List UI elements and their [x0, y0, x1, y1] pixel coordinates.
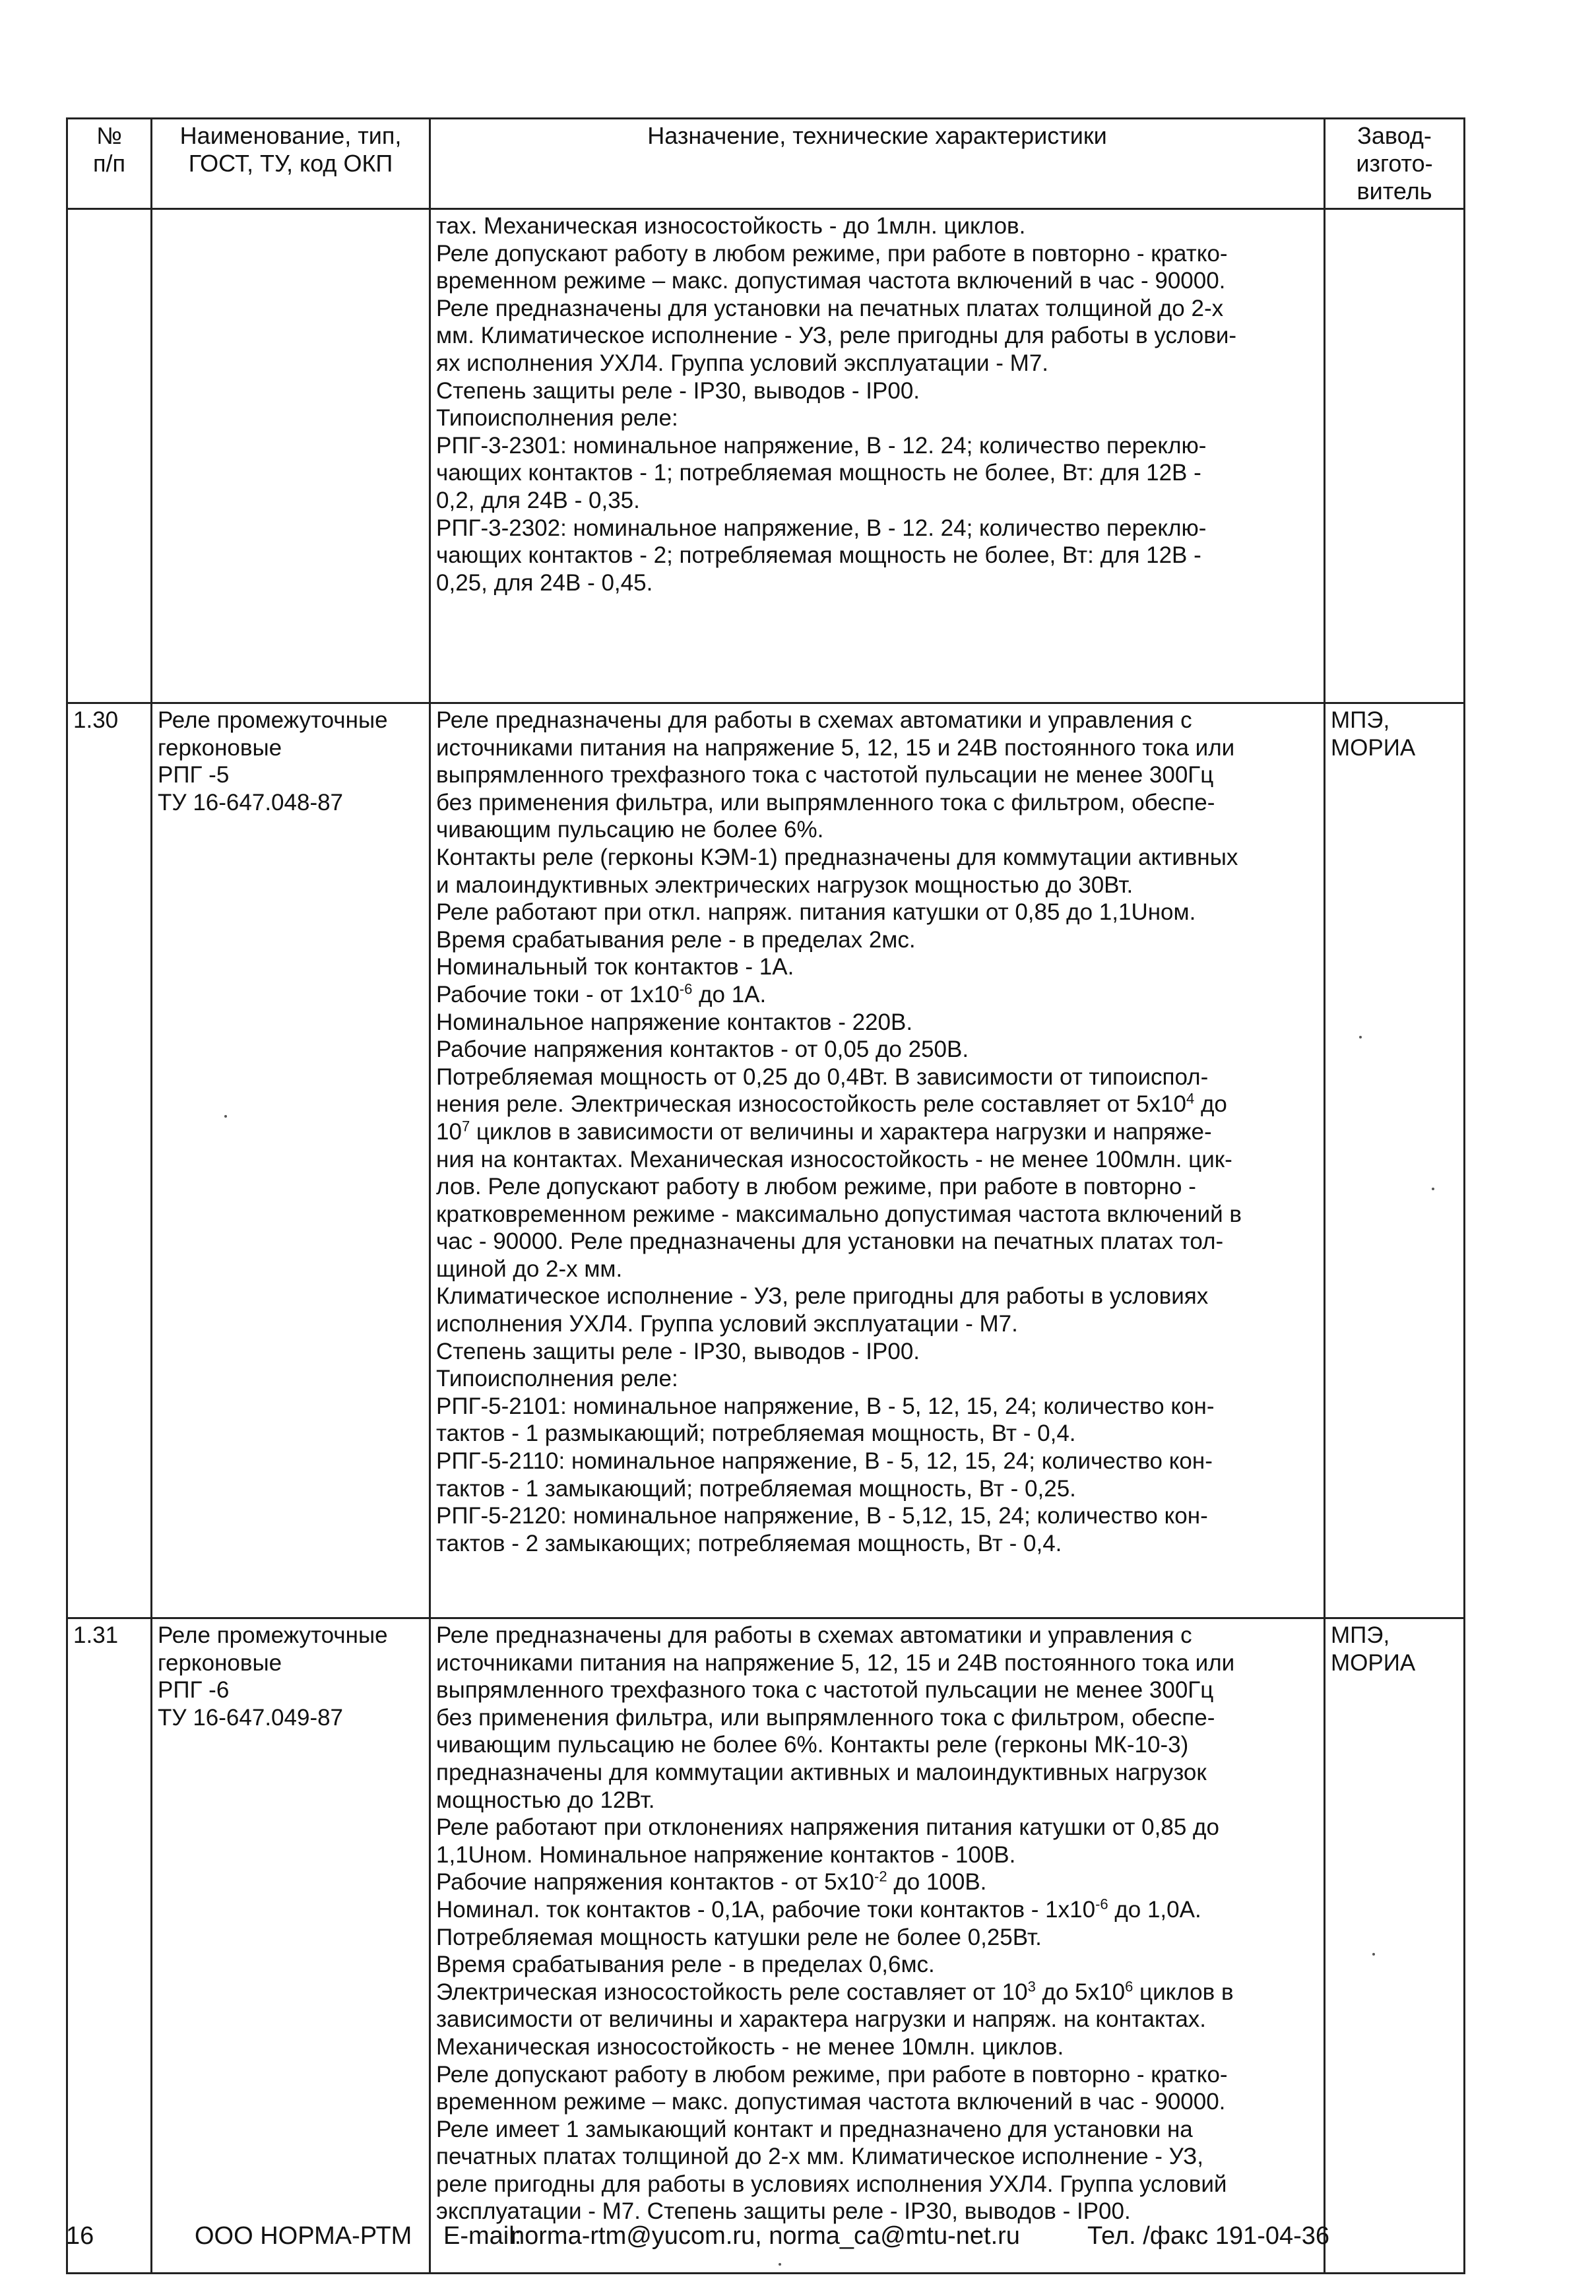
text-line: герконовые [158, 1649, 282, 1676]
superscript: 6 [1125, 1978, 1133, 1995]
text-line: выпрямленного трехфазного тока с частотой пульсации не менее 300Гц [436, 1677, 1214, 1704]
text-line: Рабочие напряжения контактов - от 0,05 до 250В. [436, 1036, 969, 1063]
table-row [67, 1618, 1465, 2274]
scan-speck [224, 1115, 227, 1118]
text-line: РПГ -5 [158, 762, 230, 788]
text-line: ях исполнения УХЛ4. Группа условий эксплуатации - М7. [436, 350, 1049, 376]
text-line: МПЭ, [1331, 707, 1390, 733]
text-line: 0,25, для 24В - 0,45. [436, 569, 653, 596]
text-line: Реле допускают работу в любом режиме, при работе в повторно - кратко- [436, 240, 1228, 267]
text-line: Потребляемая мощность катушки реле не более 0,25Вт. [436, 1924, 1042, 1950]
page-number: 16 [66, 2222, 94, 2250]
text-line: РПГ-3-2302: номинальное напряжение, В - 12. 24; количество переклю- [436, 515, 1207, 541]
text-line: Реле предназначены для работы в схемах автоматики и управления с [436, 1622, 1192, 1648]
text-line: герконовые [158, 734, 282, 761]
company-name: ООО НОРМА-РТМ [195, 2222, 412, 2250]
spec-table [66, 117, 1465, 2274]
scan-speck [1432, 1188, 1434, 1190]
table-row [67, 703, 1465, 1618]
text-line: чающих контактов - 2; потребляемая мощность не более, Вт: для 12В - [436, 542, 1201, 569]
text-line: $10^7$ циклов в зависимости от величины и характера нагрузки и напряже- [436, 1118, 1212, 1145]
text-line: ния на контактах. Механическая износостойкость - не менее 100млн. цик- [436, 1146, 1232, 1172]
scan-speck [779, 2263, 781, 2266]
text-line: Время срабатывания реле - в пределах 2мс. [436, 926, 916, 953]
text-line: Реле предназначены для работы в схемах автоматики и управления с [436, 707, 1192, 733]
header-name: Наименование, тип, ГОСТ, ТУ, код ОКП [152, 119, 430, 209]
superscript: 7 [461, 1118, 470, 1135]
text-line: тах. Механическая износостойкость - до 1млн. циклов. [436, 213, 1026, 239]
text-line: Реле допускают работу в любом режиме, при работе в повторно - кратко- [436, 2061, 1228, 2088]
row-description [430, 1618, 1325, 2274]
text-line: чивающим пульсацию не более 6%. Контакты реле (герконы МК-10-3) [436, 1732, 1189, 1758]
row-num: 1.30 [67, 703, 152, 1618]
row-description [430, 703, 1325, 1618]
header-purpose: Назначение, технические характеристики [430, 119, 1325, 209]
text-line: чающих контактов - 1; потребляемая мощность не более, Вт: для 12В - [436, 460, 1201, 486]
text-line: мм. Климатическое исполнение - УЗ, реле пригодны для работы в услови- [436, 323, 1237, 349]
text-line: РПГ -6 [158, 1677, 230, 1704]
cont-num-cell [67, 209, 152, 703]
superscript: 4 [1186, 1090, 1195, 1107]
text-line: нения реле. Электрическая износостойкость реле составляет от $5х10^4$ до [436, 1090, 1227, 1118]
text-line: Реле имеет 1 замыкающий контакт и предназначено для установки на [436, 2116, 1193, 2142]
superscript: -6 [1095, 1896, 1108, 1913]
text-line: Реле работают при откл. напряж. питания катушки от 0,85 до 1,1Uном. [436, 899, 1196, 926]
text-line: Реле работают при отклонениях напряжения питания катушки от 0,85 до [436, 1814, 1219, 1841]
text-line: мощностью до 12Вт. [436, 1787, 655, 1813]
text-line: реле пригодны для работы в условиях исполнения УХЛ4. Группа условий [436, 2171, 1227, 2197]
text-line: РПГ-5-2110: номинальное напряжение, В - 5, 12, 15, 24; количество кон- [436, 1448, 1213, 1475]
cont-text-cell [430, 209, 1325, 703]
superscript: -2 [874, 1868, 887, 1885]
text-line: источниками питания на напряжение 5, 12, 15 и 24В постоянного тока или [436, 1649, 1235, 1676]
text-line: Номинальное напряжение контактов - 220В. [436, 1009, 913, 1035]
text-line: Контакты реле (герконы КЭМ-1) предназначены для коммутации активных [436, 844, 1238, 870]
text-line: Электрическая износостойкость реле составляет от $10^3$ до $5х10^6$ циклов в [436, 1978, 1234, 2005]
text-line: МОРИА [1331, 734, 1416, 761]
header-maker: Завод-изгото-витель [1325, 119, 1465, 209]
text-line: без применения фильтра, или выпрямленного тока с фильтром, обеспе- [436, 1704, 1215, 1731]
text-line: щиной до 2-х мм. [436, 1256, 623, 1282]
row-name [152, 703, 430, 1618]
text-line: предназначены для коммутации активных и малоиндуктивных нагрузок [436, 1759, 1207, 1785]
scan-speck [1372, 1953, 1375, 1956]
text-line: РПГ-3-2301: номинальное напряжение, В - 12. 24; количество переклю- [436, 432, 1207, 459]
table-header-row [67, 119, 1465, 209]
text-line: временном режиме – макс. допустимая частота включений в час - 90000. [436, 268, 1226, 294]
superscript: 3 [1027, 1978, 1036, 1995]
text-line: Реле промежуточные [158, 1622, 388, 1648]
email-label: E-mail: [443, 2222, 522, 2250]
text-line: Реле промежуточные [158, 707, 388, 733]
header-num: № п/п [67, 119, 152, 209]
text-line: Степень защиты реле - IP30, выводов - IP00. [436, 1338, 920, 1364]
text-line: ТУ 16-647.048-87 [158, 789, 344, 815]
text-line: исполнения УХЛ4. Группа условий эксплуатации - М7. [436, 1311, 1018, 1337]
text-line: эксплуатации - М7. Степень защиты реле - IP30, выводов - IP00. [436, 2198, 1131, 2225]
row-maker [1325, 703, 1465, 1618]
continuation-row [67, 209, 1465, 703]
text-line: 0,2, для 24В - 0,35. [436, 487, 640, 513]
text-line: чивающим пульсацию не более 6%. [436, 817, 824, 843]
text-line: без применения фильтра, или выпрямленного тока с фильтром, обеспе- [436, 789, 1215, 815]
text-line: час - 90000. Реле предназначены для установки на печатных платах тол- [436, 1228, 1224, 1255]
text-line: источниками питания на напряжение 5, 12, 15 и 24В постоянного тока или [436, 734, 1235, 761]
text-line: ТУ 16-647.049-87 [158, 1704, 344, 1731]
phone-fax: Тел. /факс 191-04-36 [1087, 2222, 1330, 2250]
text-line: печатных платах толщиной до 2-х мм. Климатическое исполнение - УЗ, [436, 2144, 1203, 2170]
text-line: Климатическое исполнение - УЗ, реле пригодны для работы в условиях [436, 1283, 1209, 1310]
text-line: временном режиме – макс. допустимая частота включений в час - 90000. [436, 2089, 1226, 2115]
text-line: Рабочие напряжения контактов - от $5х10^{-2}$ до 100В. [436, 1868, 987, 1896]
scan-speck [1359, 1036, 1362, 1038]
text-line: Номинальный ток контактов - 1А. [436, 954, 794, 980]
superscript: -6 [679, 980, 693, 998]
cont-maker-cell [1325, 209, 1465, 703]
email-addresses: norma-rtm@yucom.ru, norma_ca@mtu-net.ru [511, 2222, 1020, 2250]
row-num: 1.31 [67, 1618, 152, 2274]
text-line: тактов - 1 замыкающий; потребляемая мощность, Вт - 0,25. [436, 1475, 1076, 1502]
text-line: Типоисполнения реле: [436, 1366, 678, 1392]
text-line: тактов - 1 размыкающий; потребляемая мощность, Вт - 0,4. [436, 1420, 1076, 1447]
text-line: МОРИА [1331, 1649, 1416, 1676]
row-maker [1325, 1618, 1465, 2274]
text-line: РПГ-5-2120: номинальное напряжение, В - 5,12, 15, 24; количество кон- [436, 1503, 1208, 1529]
text-line: Степень защиты реле - IP30, выводов - IP00. [436, 377, 920, 404]
cont-name-cell [152, 209, 430, 703]
text-line: Типоисполнения реле: [436, 405, 678, 431]
text-line: лов. Реле допускают работу в любом режиме, при работе в повторно - [436, 1174, 1196, 1200]
text-line: Реле предназначены для установки на печатных платах толщиной до 2-х [436, 295, 1224, 321]
text-line: 1,1Uном. Номинальное напряжение контактов - 100В. [436, 1841, 1016, 1868]
text-line: и малоиндуктивных электрических нагрузок мощностью до 30Вт. [436, 872, 1133, 898]
text-line: РПГ-5-2101: номинальное напряжение, В - 5, 12, 15, 24; количество кон- [436, 1393, 1215, 1419]
text-line: выпрямленного трехфазного тока с частотой пульсации не менее 300Гц [436, 762, 1214, 788]
text-line: Рабочие токи - от $1х10^{-6}$ до 1А. [436, 980, 767, 1007]
row-name [152, 1618, 430, 2274]
text-line: Номинал. ток контактов - 0,1А, рабочие токи контактов - $1х10^{-6}$ до 1,0А. [436, 1896, 1201, 1923]
text-line: кратковременном режиме - максимально допустимая частота включений в [436, 1201, 1242, 1227]
text-line: Потребляемая мощность от 0,25 до 0,4Вт. В зависимости от типоиспол- [436, 1064, 1209, 1090]
text-line: Механическая износостойкость - не менее 10млн. циклов. [436, 2033, 1064, 2060]
text-line: Время срабатывания реле - в пределах 0,6мс. [436, 1952, 935, 1978]
text-line: тактов - 2 замыкающих; потребляемая мощность, Вт - 0,4. [436, 1530, 1062, 1556]
text-line: зависимости от величины и характера нагрузки и напряж. на контактах. [436, 2006, 1207, 2033]
text-line: МПЭ, [1331, 1622, 1390, 1648]
